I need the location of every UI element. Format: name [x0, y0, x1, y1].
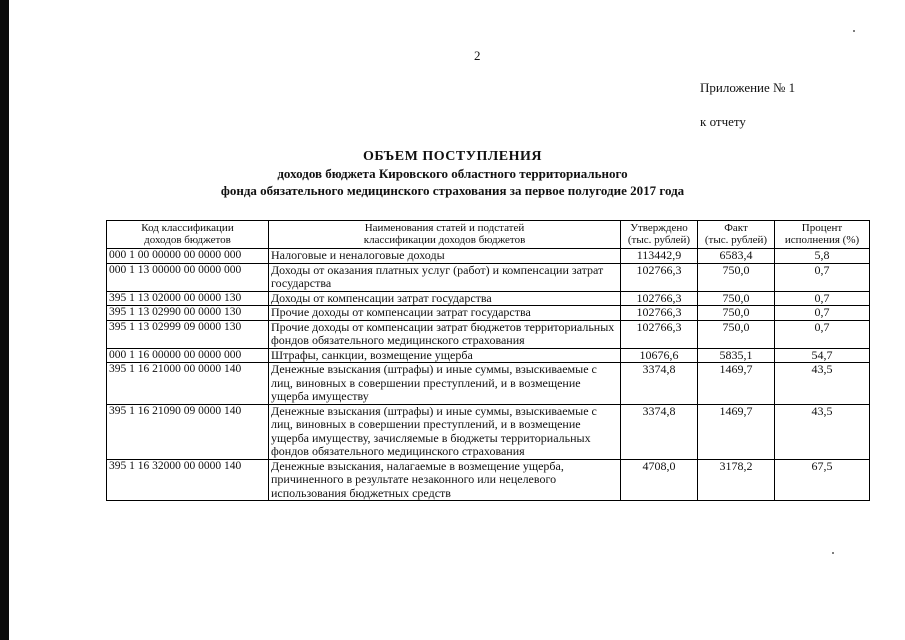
cell-code: 395 1 13 02000 00 0000 130 [107, 291, 269, 306]
document-subtitle-line1: доходов бюджета Кировского областного территориального [277, 166, 628, 181]
header-percent: Процент исполнения (%) [775, 221, 870, 249]
cell-code: 000 1 00 00000 00 0000 000 [107, 249, 269, 264]
cell-percent: 54,7 [775, 348, 870, 363]
cell-approved: 3374,8 [621, 404, 698, 459]
cell-approved: 102766,3 [621, 291, 698, 306]
to-report-label: к отчету [700, 114, 746, 129]
header-fact: Факт (тыс. рублей) [698, 221, 775, 249]
cell-code: 000 1 13 00000 00 0000 000 [107, 263, 269, 291]
cell-fact: 750,0 [698, 306, 775, 321]
scan-speck [832, 552, 834, 554]
cell-approved: 4708,0 [621, 459, 698, 501]
cell-name: Прочие доходы от компенсации затрат государства [269, 306, 621, 321]
cell-percent: 67,5 [775, 459, 870, 501]
header-approved: Утверждено (тыс. рублей) [621, 221, 698, 249]
revenue-table [106, 220, 870, 501]
table-row [107, 320, 870, 348]
table-row [107, 263, 870, 291]
cell-percent: 0,7 [775, 291, 870, 306]
cell-name: Доходы от оказания платных услуг (работ) и компенсации затрат государства [269, 263, 621, 291]
appendix-label: Приложение № 1 [700, 80, 796, 95]
cell-name: Доходы от компенсации затрат государства [269, 291, 621, 306]
cell-fact: 750,0 [698, 263, 775, 291]
table-row [107, 363, 870, 405]
cell-percent: 43,5 [775, 363, 870, 405]
cell-fact: 750,0 [698, 291, 775, 306]
cell-approved: 102766,3 [621, 320, 698, 348]
header-code: Код классификации доходов бюджетов [107, 221, 269, 249]
cell-name: Денежные взыскания, налагаемые в возмещение ущерба, причиненного в результате незаконного или нецелевого использования бюджетных средств [269, 459, 621, 501]
table-row [107, 404, 870, 459]
scan-edge [0, 0, 9, 640]
cell-fact: 3178,2 [698, 459, 775, 501]
page-number: 2 [474, 48, 481, 63]
cell-fact: 1469,7 [698, 404, 775, 459]
document-subtitle-line2: фонда обязательного медицинского страхования за первое полугодие 2017 года [220, 183, 685, 198]
cell-approved: 3374,8 [621, 363, 698, 405]
cell-name: Налоговые и неналоговые доходы [269, 249, 621, 264]
document-title: ОБЪЕМ ПОСТУПЛЕНИЯ [362, 149, 543, 164]
cell-name: Денежные взыскания (штрафы) и иные суммы, взыскиваемые с лиц, виновных в совершении преступлений, и в возмещение ущерба имуществу, зачисляемые в бюджеты территориальных фондов обязательного медицинского страхования [269, 404, 621, 459]
cell-percent: 5,8 [775, 249, 870, 264]
cell-approved: 10676,6 [621, 348, 698, 363]
cell-fact: 1469,7 [698, 363, 775, 405]
cell-fact: 750,0 [698, 320, 775, 348]
table-row [107, 291, 870, 306]
header-name: Наименования статей и подстатей классификации доходов бюджетов [269, 221, 621, 249]
scan-speck [853, 30, 855, 32]
cell-code: 395 1 13 02990 00 0000 130 [107, 306, 269, 321]
cell-name: Денежные взыскания (штрафы) и иные суммы, взыскиваемые с лиц, виновных в совершении преступлений, и в возмещение ущерба имуществу [269, 363, 621, 405]
cell-fact: 5835,1 [698, 348, 775, 363]
cell-code: 395 1 16 21000 00 0000 140 [107, 363, 269, 405]
cell-name: Штрафы, санкции, возмещение ущерба [269, 348, 621, 363]
table-row [107, 459, 870, 501]
table-header-row [107, 221, 870, 249]
cell-approved: 102766,3 [621, 263, 698, 291]
cell-code: 000 1 16 00000 00 0000 000 [107, 348, 269, 363]
cell-name: Прочие доходы от компенсации затрат бюджетов территориальных фондов обязательного медицинского страхования [269, 320, 621, 348]
cell-percent: 0,7 [775, 320, 870, 348]
cell-approved: 102766,3 [621, 306, 698, 321]
cell-percent: 43,5 [775, 404, 870, 459]
table-row [107, 306, 870, 321]
cell-percent: 0,7 [775, 263, 870, 291]
cell-code: 395 1 13 02999 09 0000 130 [107, 320, 269, 348]
cell-fact: 6583,4 [698, 249, 775, 264]
cell-percent: 0,7 [775, 306, 870, 321]
table-row [107, 249, 870, 264]
cell-code: 395 1 16 21090 09 0000 140 [107, 404, 269, 459]
cell-code: 395 1 16 32000 00 0000 140 [107, 459, 269, 501]
table-row [107, 348, 870, 363]
cell-approved: 113442,9 [621, 249, 698, 264]
